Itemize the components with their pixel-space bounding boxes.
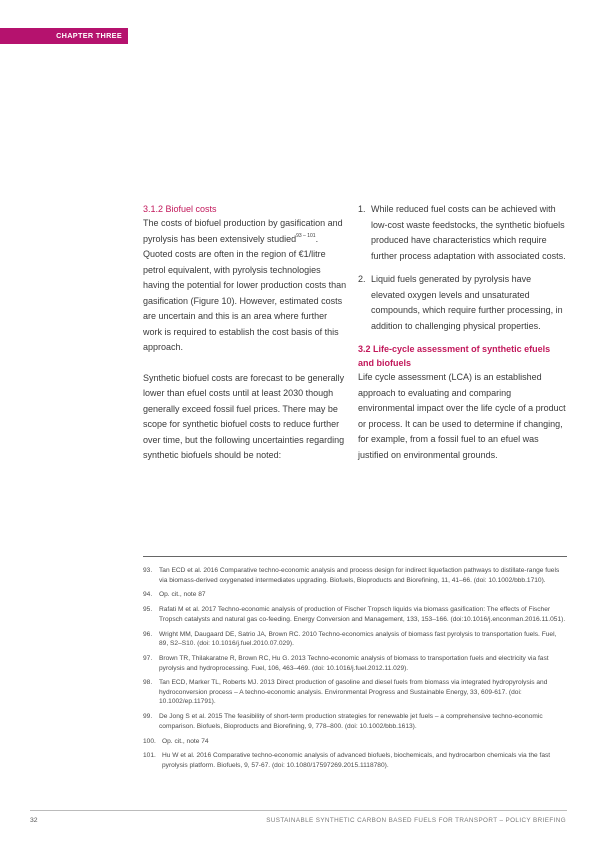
footer-divider [30, 810, 567, 811]
footnote [143, 751, 567, 770]
uncertainty-list [358, 202, 566, 334]
page-number: 32 [30, 817, 38, 824]
footnote [143, 566, 567, 585]
paragraph-text: . Quoted costs are often in the region of €1/litre petrol equivalent, with pyrolysis technologies having the potential for lower production costs than gasification (Figure 10). However, estimated costs are uncertain and this is an area where further work is required to establish the cost basis of this approach. [143, 233, 347, 352]
footnote [143, 678, 567, 707]
footnotes [143, 566, 567, 776]
footnote-number: 99. [143, 713, 153, 721]
footnote-number: 97. [143, 654, 153, 662]
footnote-text: De Jong S et al. 2015 The feasibility of short-term production strategies for renewable jet fuels – a comprehensive techno-economic comparison. Biofuels, Bioproducts and Biorefining, 9, 778–800. (doi: 10.1002/bbb.1613). [159, 713, 543, 730]
list-item-number: 2. [358, 274, 366, 284]
footnote-number: 94. [143, 591, 153, 599]
right-column [358, 202, 566, 463]
footnote-number: 95. [143, 606, 153, 614]
footnote [143, 654, 567, 673]
footer-title: SUSTAINABLE SYNTHETIC CARBON BASED FUELS FOR TRANSPORT – POLICY BRIEFING [266, 817, 566, 824]
chapter-label: CHAPTER THREE [0, 28, 128, 44]
footnote-text: Brown TR, Thilakaratne R, Brown RC, Hu G. 2013 Techno-economic analysis of biomass to transportation fuels and electricity via fast pyrolysis and hydroprocessing. Fuel, 106, 463–469. (doi: 10.1016/j.fuel.2012.11.029). [159, 654, 549, 672]
footnote [143, 605, 567, 624]
footnote-number: 96. [143, 630, 153, 638]
footnote-text: Op. cit., note 87 [159, 591, 206, 599]
footnote-text: Rafati M et al. 2017 Techno-economic analysis of production of Fischer Tropsch liquids via biomass gasification: The effects of Fischer Tropsch catalysts and natural gas co-feeding. Energy Conversion and Management, 133, 153–166. (doi:10.1016/j.enconman.2016.11.051). [159, 606, 566, 623]
footnote [143, 737, 567, 747]
list-item-number: 1. [358, 204, 366, 214]
list-item [358, 202, 566, 264]
footnote-number: 101. [143, 752, 156, 760]
footnote [143, 590, 567, 600]
footnote-number: 93. [143, 567, 153, 574]
paragraph-biofuel-costs [143, 216, 348, 356]
reference-superscript[interactable]: 93 – 101 [296, 232, 316, 239]
footnote-text: Tan ECD et al. 2016 Comparative techno-economic analysis and process design for indirect liquefaction pathways to distillate-range fuels via biomass-derived oxygenated intermediates upgrading. Biofuels, Bioproducts and Biorefining, 11, 41–66. (doi: 10.1002/bbb.1710). [159, 567, 560, 584]
footnote-number: 100. [143, 737, 156, 745]
paragraph-lca: Life cycle assessment (LCA) is an established approach to evaluating and comparing environmental impact over the life cycle of a product or process. It can be used to determine if changing, for example, from a fossil fuel to an efuel was justified on environmental grounds. [358, 372, 566, 460]
paragraph-cost-forecast: Synthetic biofuel costs are forecast to be generally lower than efuel costs until at least 2030 though generally exceed fossil fuel prices. There may be scope for synthetic biofuel costs to reduce further over time, but the following uncertainties regarding synthetic biofuels should be noted: [143, 372, 345, 460]
list-item [358, 272, 566, 334]
footnote-number: 98. [143, 679, 153, 687]
list-item-text: While reduced fuel costs can be achieved with low-cost waste feedstocks, the synthetic biofuels produced have characteristics which require further process adaptation with associated costs. [371, 204, 566, 261]
footnote-text: Op. cit., note 74 [162, 737, 209, 745]
footnote-text: Hu W et al. 2016 Comparative techno-economic analysis of advanced biofuels, biochemicals, and hydrocarbon chemicals via the fast pyrolysis platform. Biofuels, 9, 57-67. (doi: 10.1080/17597269.2015.1118780). [162, 752, 551, 769]
paragraph-text: The costs of biofuel production by gasification and pyrolysis has been extensively studied [143, 218, 343, 244]
section-heading-biofuel-costs: 3.1.2 Biofuel costs [143, 204, 217, 214]
footnote-text: Wright MM, Daugaard DE, Satrio JA, Brown RC. 2010 Techno-economics analysis of biomass fast pyrolysis to transportation fuels. Fuel, 89, S2–S10. (doi: 10.1016/j.fuel.2010.07.029). [159, 630, 557, 648]
footnotes-divider [143, 556, 567, 557]
footnote [143, 630, 567, 649]
list-item-text: Liquid fuels generated by pyrolysis have elevated oxygen levels and unsaturated compounds, which require further processing, in addition to challenging physical properties. [371, 274, 563, 331]
footnote [143, 712, 567, 731]
footnote-text: Tan ECD, Marker TL, Roberts MJ. 2013 Direct production of gasoline and diesel fuels from biomass via integrated hydropyrolysis and hydroconversion process – A techno-economic analysis. Environmental Progress and Sustainable Energy, 33, 609-617. (doi: 10.1002/ep.11791). [159, 679, 548, 706]
section-heading-lca: 3.2 Life-cycle assessment of synthetic efuels and biofuels [358, 344, 551, 368]
left-column [143, 202, 348, 464]
